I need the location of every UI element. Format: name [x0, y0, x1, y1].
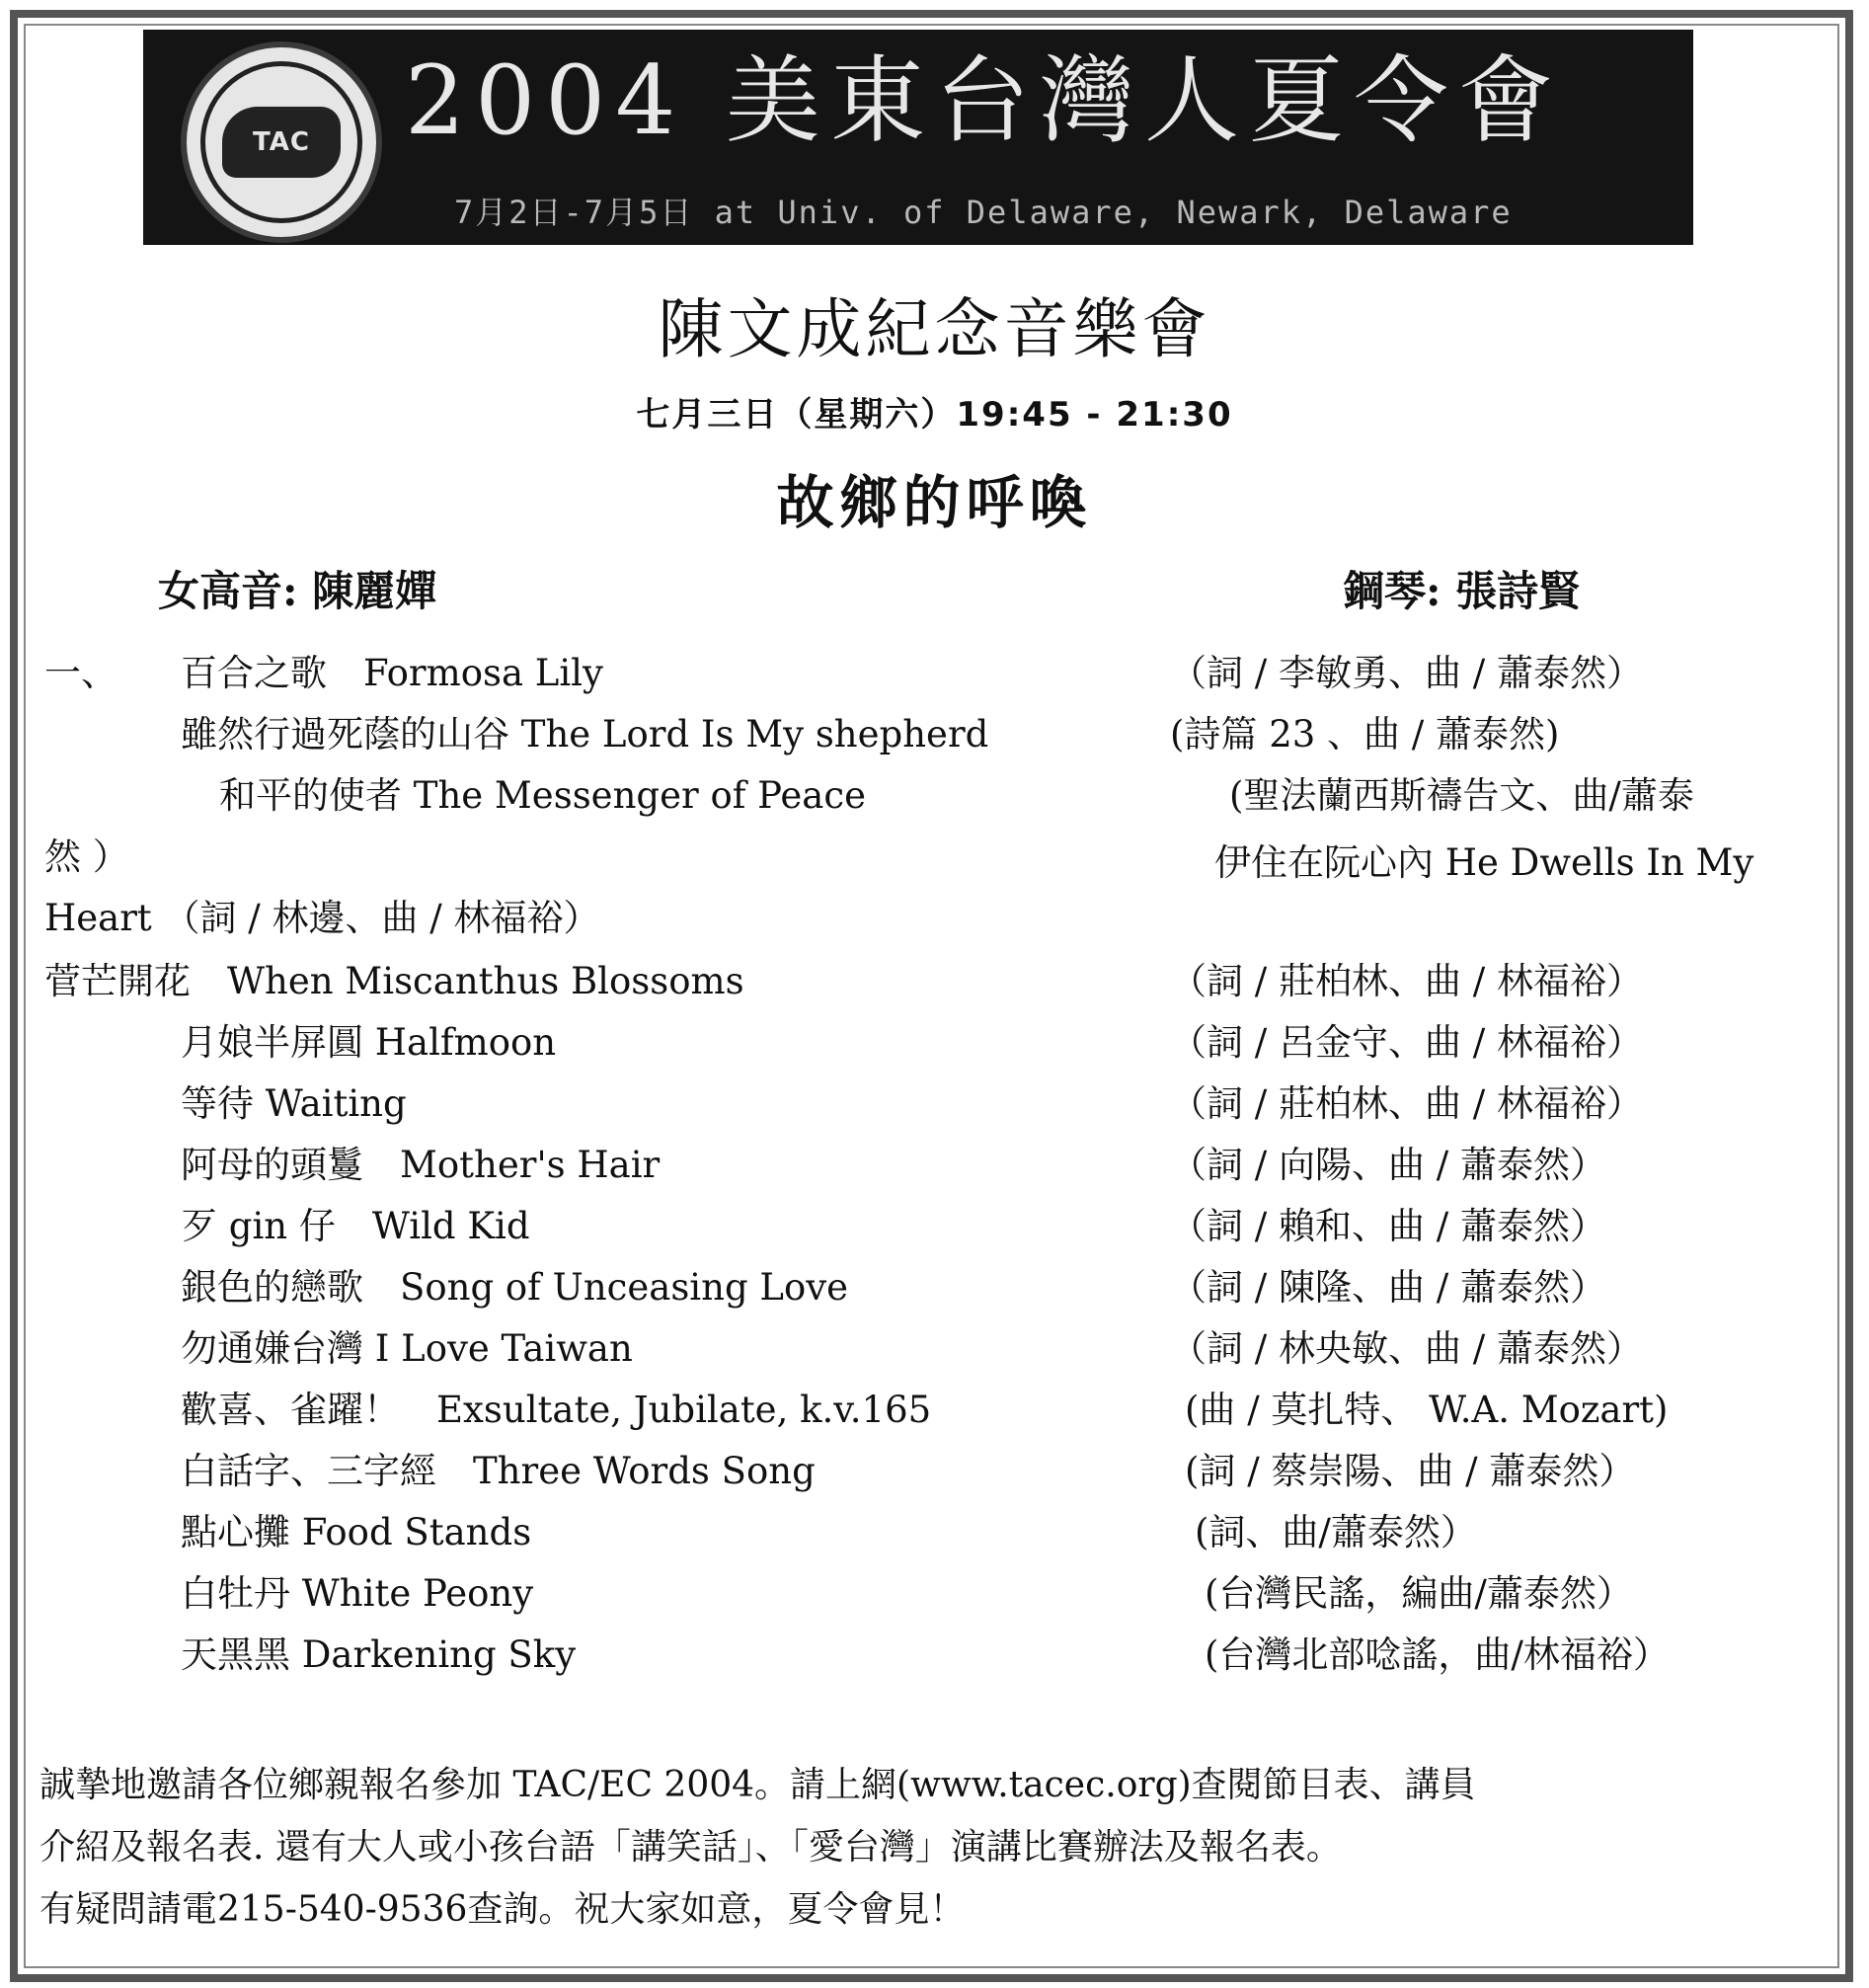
program-credit: (詩篇 23 、曲 / 蕭泰然) — [1170, 713, 1560, 755]
program-item: 白話字、三字經 Three Words Song — [181, 1450, 816, 1492]
event-banner — [143, 30, 1693, 245]
program-credit: (台灣北部唸謠，曲/林福裕） — [1205, 1633, 1670, 1676]
invitation-line: 介紹及報名表. 還有大人或小孩台語「講笑話」、「愛台灣」演講比賽辦法及報名表。 — [39, 1827, 1342, 1868]
program-credit: (詞 / 蔡崇陽、曲 / 蕭泰然） — [1185, 1450, 1636, 1492]
program-credit: （詞 / 向陽、曲 / 蕭泰然） — [1170, 1144, 1606, 1186]
program-item: 白牡丹 White Peony — [181, 1572, 534, 1615]
concert-title: 陳文成紀念音樂會 — [658, 291, 1211, 367]
program-item: 和平的使者 The Messenger of Peace — [219, 774, 866, 817]
program-item: 菅芒開花 When Miscanthus Blossoms — [44, 960, 744, 1002]
program-item: 伊住在阮心內 He Dwells In My — [1214, 841, 1754, 884]
concert-subtitle: 故鄉的呼喚 — [776, 469, 1093, 536]
program-item: 雖然行過死蔭的山谷 The Lord Is My shepherd — [181, 713, 989, 755]
program-item: Heart （詞 / 林邊、曲 / 林福裕） — [44, 897, 600, 939]
map-icon — [222, 107, 341, 178]
program-item: 歡喜、雀躍！ Exsultate, Jubilate, k.v.165 — [181, 1389, 932, 1431]
program-credit: (曲 / 莫扎特、 W.A. Mozart) — [1185, 1389, 1669, 1431]
program-item: 歹 gin 仔 Wild Kid — [181, 1205, 530, 1247]
program-credit: （詞 / 呂金守、曲 / 林福裕） — [1170, 1021, 1643, 1064]
program-credit: (詞、曲/蕭泰然） — [1195, 1511, 1477, 1553]
program-item: 點心攤 Food Stands — [181, 1511, 532, 1553]
program-credit: （詞 / 陳隆、曲 / 蕭泰然） — [1170, 1266, 1606, 1309]
program-credit: （詞 / 賴和、曲 / 蕭泰然） — [1170, 1205, 1606, 1247]
invitation-line: 有疑問請電215-540-9536查詢。祝大家如意，夏令會見！ — [39, 1889, 966, 1930]
piano-credit: 鋼琴: 張詩賢 — [1343, 567, 1581, 615]
program-credit: (台灣民謠，編曲/蕭泰然） — [1205, 1572, 1633, 1615]
program-credit: （詞 / 莊柏林、曲 / 林福裕） — [1170, 960, 1643, 1002]
program-number: 一、 — [44, 652, 117, 694]
concert-datetime: 七月三日（星期六）19:45 - 21:30 — [636, 395, 1233, 435]
tac-logo — [181, 41, 382, 243]
program-credit: （詞 / 莊柏林、曲 / 林福裕） — [1170, 1082, 1643, 1125]
program-credit: （詞 / 李敏勇、曲 / 蕭泰然） — [1170, 652, 1643, 694]
program-item: 等待 Waiting — [181, 1082, 407, 1125]
program-item: 百合之歌 Formosa Lily — [181, 652, 603, 694]
program-item: 銀色的戀歌 Song of Unceasing Love — [181, 1266, 849, 1309]
program-item: 勿通嫌台灣 I Love Taiwan — [181, 1327, 633, 1370]
program-item: 然 ） — [44, 835, 129, 878]
program-credit: (聖法蘭西斯禱告文、曲/蕭泰 — [1229, 774, 1694, 817]
logo-text: TAC — [253, 127, 310, 157]
program-item: 月娘半屏圓 Halfmoon — [181, 1021, 557, 1064]
invitation-text — [39, 1754, 1836, 1941]
program-credit: （詞 / 林央敏、曲 / 蕭泰然） — [1170, 1327, 1643, 1370]
banner-subtitle: 7月2日-7月5日 at Univ. of Delaware, Newark, Delaware — [454, 194, 1513, 231]
invitation-line: 誠摯地邀請各位鄉親報名參加 TAC/EC 2004。請上網(www.tacec.org)查閱節目表、講員 — [39, 1765, 1476, 1805]
program-item: 天黑黑 Darkening Sky — [181, 1633, 577, 1676]
soprano-credit: 女高音: 陳麗嬋 — [158, 567, 437, 615]
banner-title: 2004 美東台灣人夏令會 — [405, 45, 1563, 156]
program-item: 阿母的頭鬘 Mother's Hair — [181, 1144, 661, 1186]
